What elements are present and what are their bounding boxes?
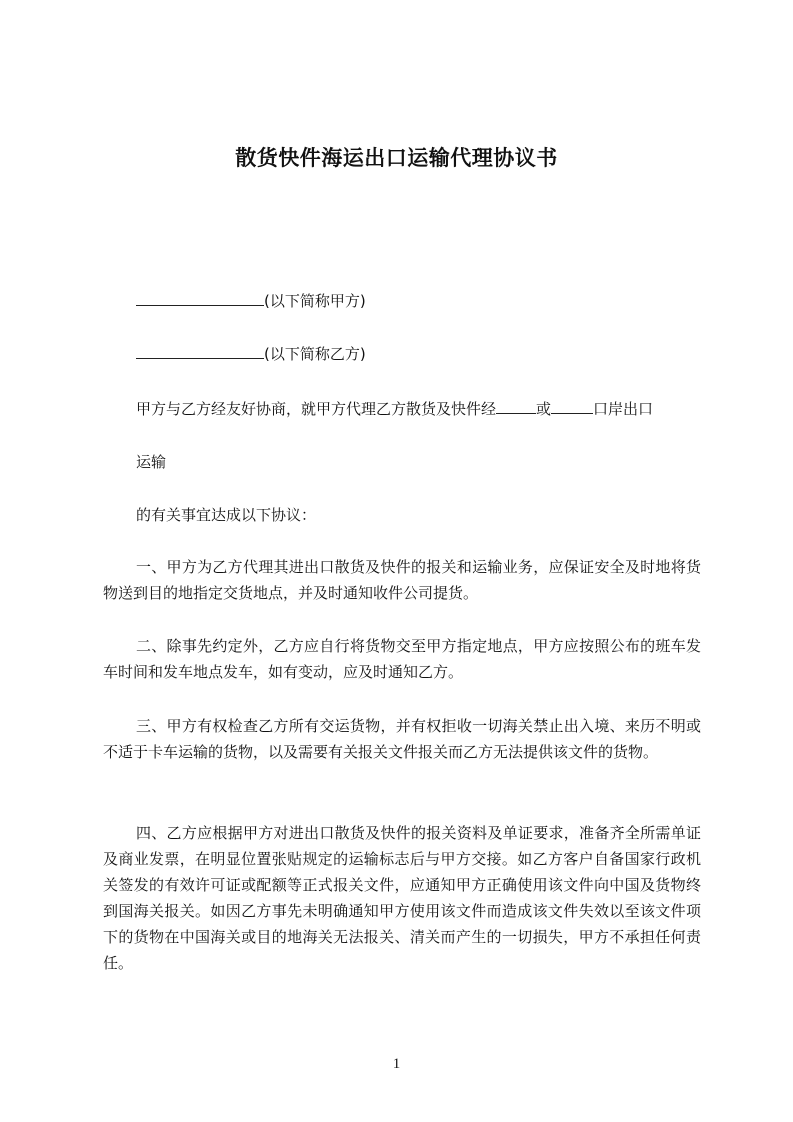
port-2-blank[interactable] [551, 399, 593, 414]
intro-line-3: 的有关事宜达成以下协议： [136, 506, 317, 524]
party-b-blank[interactable] [136, 344, 264, 359]
party-a-line [136, 291, 366, 311]
intro-text-1: 甲方与乙方经友好协商，就甲方代理乙方散货及快件经 [136, 400, 497, 418]
intro-text-3: 口岸出口 [593, 400, 654, 418]
intro-text-2: 或 [536, 400, 552, 418]
intro-line-2: 运输 [136, 453, 167, 471]
intro-line-1 [136, 399, 653, 419]
clause-3: 三、甲方有权检查乙方所有交运货物，并有权拒收一切海关禁止出入境、来历不明或不适于卡车运输的货物，以及需要有关报关文件报关而乙方无法提供该文件的货物。 [103, 717, 701, 761]
port-1-blank[interactable] [496, 399, 536, 414]
page-number: 1 [392, 1056, 401, 1072]
party-a-blank[interactable] [136, 291, 264, 306]
party-a-suffix: (以下简称甲方) [264, 292, 366, 310]
clause-4: 四、乙方应根据甲方对进出口散货及快件的报关资料及单证要求，准备齐全所需单证及商业发票，在明显位置张贴规定的运输标志后与甲方交接。如乙方客户自备国家行政机关签发的有效许可证或配额等正式报关文件，应通知甲方正确使用该文件向中国及货物终到国海关报关。如因乙方事先未明确通知甲方使用该文件而造成该文件失效以至该文件项下的货物在中国海关或目的地海关无法报关、清关而产生的一切损失，甲方不承担任何责任。 [103, 824, 701, 972]
party-b-line [136, 344, 366, 364]
clause-1: 一、甲方为乙方代理其进出口散货及快件的报关和运输业务，应保证安全及时地将货物送到目的地指定交货地点，并及时通知收件公司提货。 [103, 558, 701, 602]
party-b-suffix: (以下简称乙方) [264, 345, 366, 363]
document-title: 散货快件海运出口运输代理协议书 [235, 146, 558, 170]
clause-2: 二、除事先约定外，乙方应自行将货物交至甲方指定地点，甲方应按照公布的班车发车时间和发车地点发车，如有变动，应及时通知乙方。 [103, 637, 701, 681]
